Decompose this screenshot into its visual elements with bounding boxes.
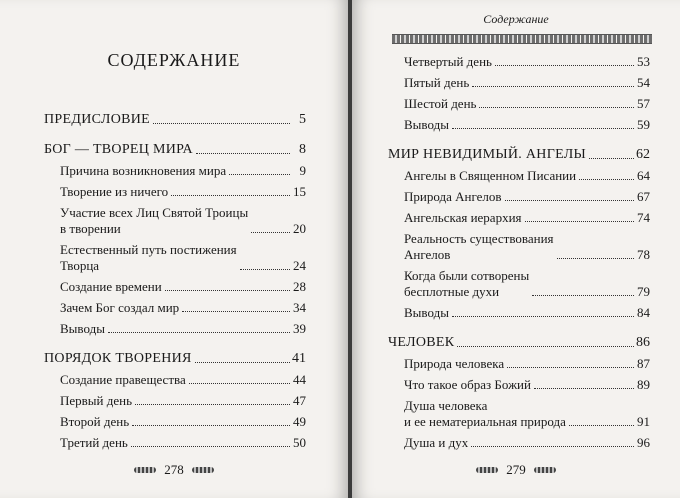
- toc-entry: [44, 414, 306, 430]
- toc-entry-page: 84: [637, 305, 650, 320]
- page-number: 278: [164, 462, 184, 477]
- toc-entry-label: Создание времени: [60, 279, 162, 294]
- dot-leader: [165, 290, 290, 291]
- toc-entry-label: Зачем Бог создал мир: [60, 300, 180, 315]
- toc-entry: [44, 163, 306, 179]
- toc-entry: [388, 435, 650, 451]
- toc-entry: [388, 305, 650, 321]
- toc-entry-page: 87: [637, 356, 650, 371]
- toc-entry-label: Ангельская иерархия: [404, 210, 522, 225]
- toc-entry-page: 41: [292, 351, 306, 366]
- toc-entry-label: Четвертый день: [404, 54, 492, 69]
- toc-entry: [388, 54, 650, 70]
- dot-leader: [472, 86, 634, 87]
- dot-leader: [251, 232, 290, 233]
- toc-entry: [44, 393, 306, 409]
- toc-entry-label: МИР НЕВИДИМЫЙ. АНГЕЛЫ: [388, 147, 587, 162]
- page-number: 279: [506, 462, 526, 477]
- toc-entry-label: Выводы: [60, 321, 105, 336]
- toc-entry: [388, 398, 650, 430]
- toc-entry: [388, 356, 650, 372]
- toc-entry-page: 5: [299, 112, 306, 127]
- toc-entry-label: Когда были сотворены бесплотные духи: [404, 268, 530, 299]
- dot-leader: [569, 425, 634, 426]
- dot-leader: [589, 158, 634, 159]
- toc-entry-label: ПОРЯДОК ТВОРЕНИЯ: [44, 351, 192, 366]
- toc-entry-page: 78: [637, 247, 650, 262]
- toc-entry-label: Творение из ничего: [60, 184, 169, 199]
- toc-entry-label: Участие всех Лиц Святой Троицы в творении: [60, 205, 249, 236]
- toc-entry-page: 74: [637, 210, 650, 225]
- toc-entry: [44, 242, 306, 274]
- toc-entry-page: 86: [636, 335, 650, 350]
- dot-leader: [135, 404, 290, 405]
- toc-entry: [388, 189, 650, 205]
- toc-entry-label: Выводы: [404, 305, 449, 320]
- toc-entry-label: Реальность существования Ангелов: [404, 231, 554, 262]
- dot-leader: [579, 179, 634, 180]
- ornament-icon: [476, 467, 498, 473]
- toc-entry-page: 62: [636, 147, 650, 162]
- toc-entry-page: 50: [293, 435, 306, 450]
- dot-leader: [196, 153, 290, 154]
- toc-entry-label: Пятый день: [404, 75, 470, 90]
- toc-entry-label: Ангелы в Священном Писании: [404, 168, 577, 183]
- toc-entry-label: Природа Ангелов: [404, 189, 502, 204]
- toc-entry-page: 34: [293, 300, 306, 315]
- toc-entry-page: 53: [637, 54, 650, 69]
- toc-section-entry: [388, 335, 650, 351]
- dot-leader: [229, 174, 290, 175]
- toc-entry-label: Второй день: [60, 414, 130, 429]
- ornament-icon: [534, 467, 556, 473]
- toc-entry-page: 67: [637, 189, 650, 204]
- toc-list-left: [44, 112, 306, 456]
- toc-entry-page: 89: [637, 377, 650, 392]
- toc-entry-label: ЧЕЛОВЕК: [388, 335, 455, 350]
- toc-entry: [44, 279, 306, 295]
- toc-entry-label: Выводы: [404, 117, 449, 132]
- dot-leader: [471, 446, 634, 447]
- toc-entry-page: 96: [637, 435, 650, 450]
- toc-entry-page: 44: [293, 372, 306, 387]
- page-footer-right: [352, 462, 680, 478]
- dot-leader: [240, 269, 290, 270]
- ornament-icon: [192, 467, 214, 473]
- toc-list-right: [388, 54, 650, 456]
- toc-entry-label: Первый день: [60, 393, 133, 408]
- toc-entry-page: 8: [299, 142, 306, 157]
- toc-entry-page: 57: [637, 96, 650, 111]
- toc-entry-label: Душа человека и ее нематериальная природа: [404, 398, 566, 429]
- dot-leader: [457, 346, 634, 347]
- toc-entry-page: 91: [637, 414, 650, 429]
- toc-entry-page: 24: [293, 258, 306, 273]
- toc-entry-page: 15: [293, 184, 306, 199]
- dot-leader: [182, 311, 290, 312]
- toc-title: СОДЕРЖАНИЕ: [107, 50, 241, 70]
- toc-entry: [388, 96, 650, 112]
- toc-entry: [388, 117, 650, 133]
- right-page: [352, 0, 680, 498]
- toc-entry: [44, 300, 306, 316]
- toc-entry: [388, 75, 650, 91]
- toc-entry-page: 20: [293, 221, 306, 236]
- dot-leader: [189, 383, 290, 384]
- toc-entry-label: Причина возникновения мира: [60, 163, 227, 178]
- toc-entry: [388, 231, 650, 263]
- toc-entry: [388, 268, 650, 300]
- dot-leader: [452, 316, 634, 317]
- toc-entry-label: Что такое образ Божий: [404, 377, 531, 392]
- toc-section-entry: [44, 112, 306, 128]
- dot-leader: [479, 107, 634, 108]
- page-footer-left: [0, 462, 348, 478]
- toc-entry-page: 79: [637, 284, 650, 299]
- dot-leader: [532, 295, 634, 296]
- toc-entry-page: 49: [293, 414, 306, 429]
- dot-leader: [495, 65, 634, 66]
- dot-leader: [153, 123, 290, 124]
- toc-entry-label: ПРЕДИСЛОВИЕ: [44, 112, 151, 127]
- toc-entry: [388, 210, 650, 226]
- toc-entry-page: 39: [293, 321, 306, 336]
- running-head: Содержание: [483, 12, 549, 26]
- toc-entry-label: Природа человека: [404, 356, 505, 371]
- dot-leader: [131, 446, 290, 447]
- toc-entry: [44, 321, 306, 337]
- toc-entry-page: 9: [299, 163, 306, 178]
- dot-leader: [171, 195, 290, 196]
- toc-entry-label: БОГ — ТВОРЕЦ МИРА: [44, 142, 193, 157]
- toc-section-entry: [44, 142, 306, 158]
- dot-leader: [452, 128, 634, 129]
- dot-leader: [132, 425, 290, 426]
- toc-section-entry: [388, 147, 650, 163]
- toc-entry: [388, 168, 650, 184]
- toc-entry-label: Третий день: [60, 435, 128, 450]
- dot-leader: [525, 221, 634, 222]
- toc-entry: [44, 372, 306, 388]
- toc-entry-page: 59: [637, 117, 650, 132]
- toc-entry-label: Шестой день: [404, 96, 477, 111]
- dot-leader: [195, 362, 290, 363]
- toc-entry-label: Душа и дух: [404, 435, 469, 450]
- dot-leader: [505, 200, 634, 201]
- toc-section-entry: [44, 351, 306, 367]
- ornament-divider: [392, 34, 652, 44]
- toc-entry-page: 64: [637, 168, 650, 183]
- ornament-icon: [134, 467, 156, 473]
- toc-entry: [44, 205, 306, 237]
- dot-leader: [557, 258, 634, 259]
- dot-leader: [534, 388, 634, 389]
- toc-entry-page: 54: [637, 75, 650, 90]
- toc-entry-page: 47: [293, 393, 306, 408]
- dot-leader: [507, 367, 634, 368]
- toc-entry: [44, 184, 306, 200]
- toc-entry: [44, 435, 306, 451]
- toc-entry-label: Создание правещества: [60, 372, 186, 387]
- toc-entry-page: 28: [293, 279, 306, 294]
- toc-entry-label: Естественный путь постижения Творца: [60, 242, 237, 273]
- dot-leader: [108, 332, 290, 333]
- toc-entry: [388, 377, 650, 393]
